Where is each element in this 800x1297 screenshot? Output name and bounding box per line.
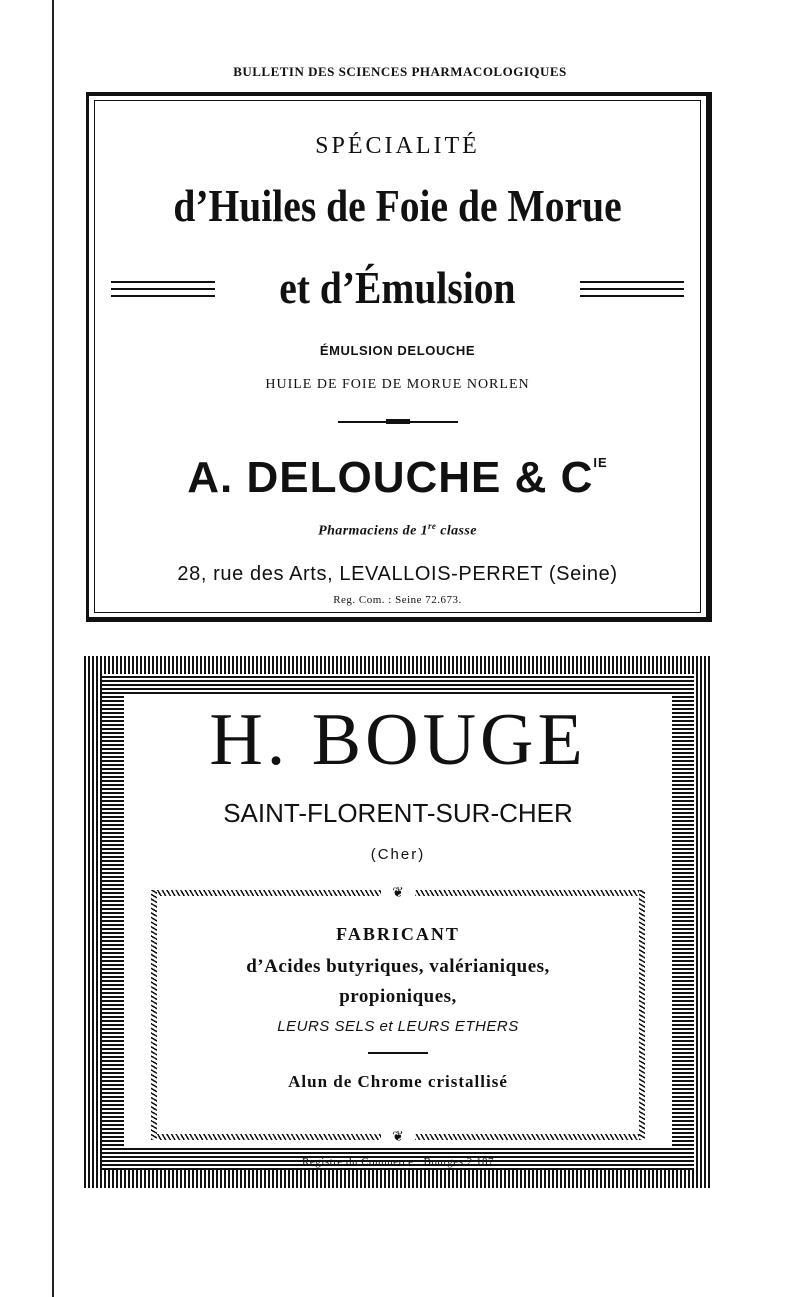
- headline-huiles: d’Huiles de Foie de Morue: [173, 180, 622, 231]
- company-address: 28, rue des Arts, LEVALLOIS-PERRET (Seine): [177, 563, 618, 585]
- product-emulsion-delouche: ÉMULSION DELOUCHE: [319, 343, 476, 358]
- product-huile-norlen: HUILE DE FOIE DE MORUE NORLEN: [265, 377, 530, 392]
- company-name-text: A. DELOUCHE & C: [187, 453, 594, 502]
- specialite-heading: SPÉCIALITÉ: [315, 133, 480, 159]
- role-fabricant: FABRICANT: [336, 924, 460, 944]
- products-acides: d’Acides butyriques, valérianiques,: [246, 956, 550, 977]
- bouge-registry: Registre du Commerce : Bourges 2.187: [302, 1156, 494, 1168]
- bouge-town: SAINT-FLORENT-SUR-CHER: [223, 798, 573, 828]
- fleuron-bottom-icon: ❦: [381, 1131, 415, 1143]
- bouge-advertisement: [84, 656, 712, 1188]
- products-propioniques: propioniques,: [339, 986, 457, 1007]
- fleuron-top-icon: ❦: [381, 887, 415, 899]
- products-alun: Alun de Chrome cristallisé: [288, 1072, 508, 1091]
- headline-emulsion: et d’Émulsion: [279, 262, 516, 313]
- qualification-superscript: re: [428, 521, 437, 531]
- qualification-prefix: Pharmaciens de 1: [318, 523, 428, 539]
- products-box: [151, 885, 645, 1145]
- bouge-hatched-border: [102, 674, 694, 1170]
- bouge-content: [124, 696, 672, 1168]
- products-separator: [368, 1052, 428, 1054]
- delouche-advertisement: [86, 92, 712, 622]
- page-header: BULLETIN DES SCIENCES PHARMACOLOGIQUES: [233, 64, 567, 79]
- ornamental-separator: [338, 421, 458, 423]
- page-margin-rule: [52, 0, 54, 1297]
- triple-rule-right: [580, 281, 684, 297]
- company-name: [95, 453, 700, 503]
- delouche-inner-frame: [94, 100, 701, 613]
- registry-number: Reg. Com. : Seine 72.673.: [333, 594, 462, 606]
- bouge-name: H. BOUGE: [209, 699, 587, 781]
- qualification-line: [95, 521, 700, 540]
- bouge-department: (Cher): [370, 846, 426, 863]
- qualification-suffix: classe: [436, 523, 477, 539]
- company-name-superscript: IE: [593, 455, 608, 470]
- products-sels-ethers: LEURS SELS et LEURS ETHERS: [277, 1018, 519, 1035]
